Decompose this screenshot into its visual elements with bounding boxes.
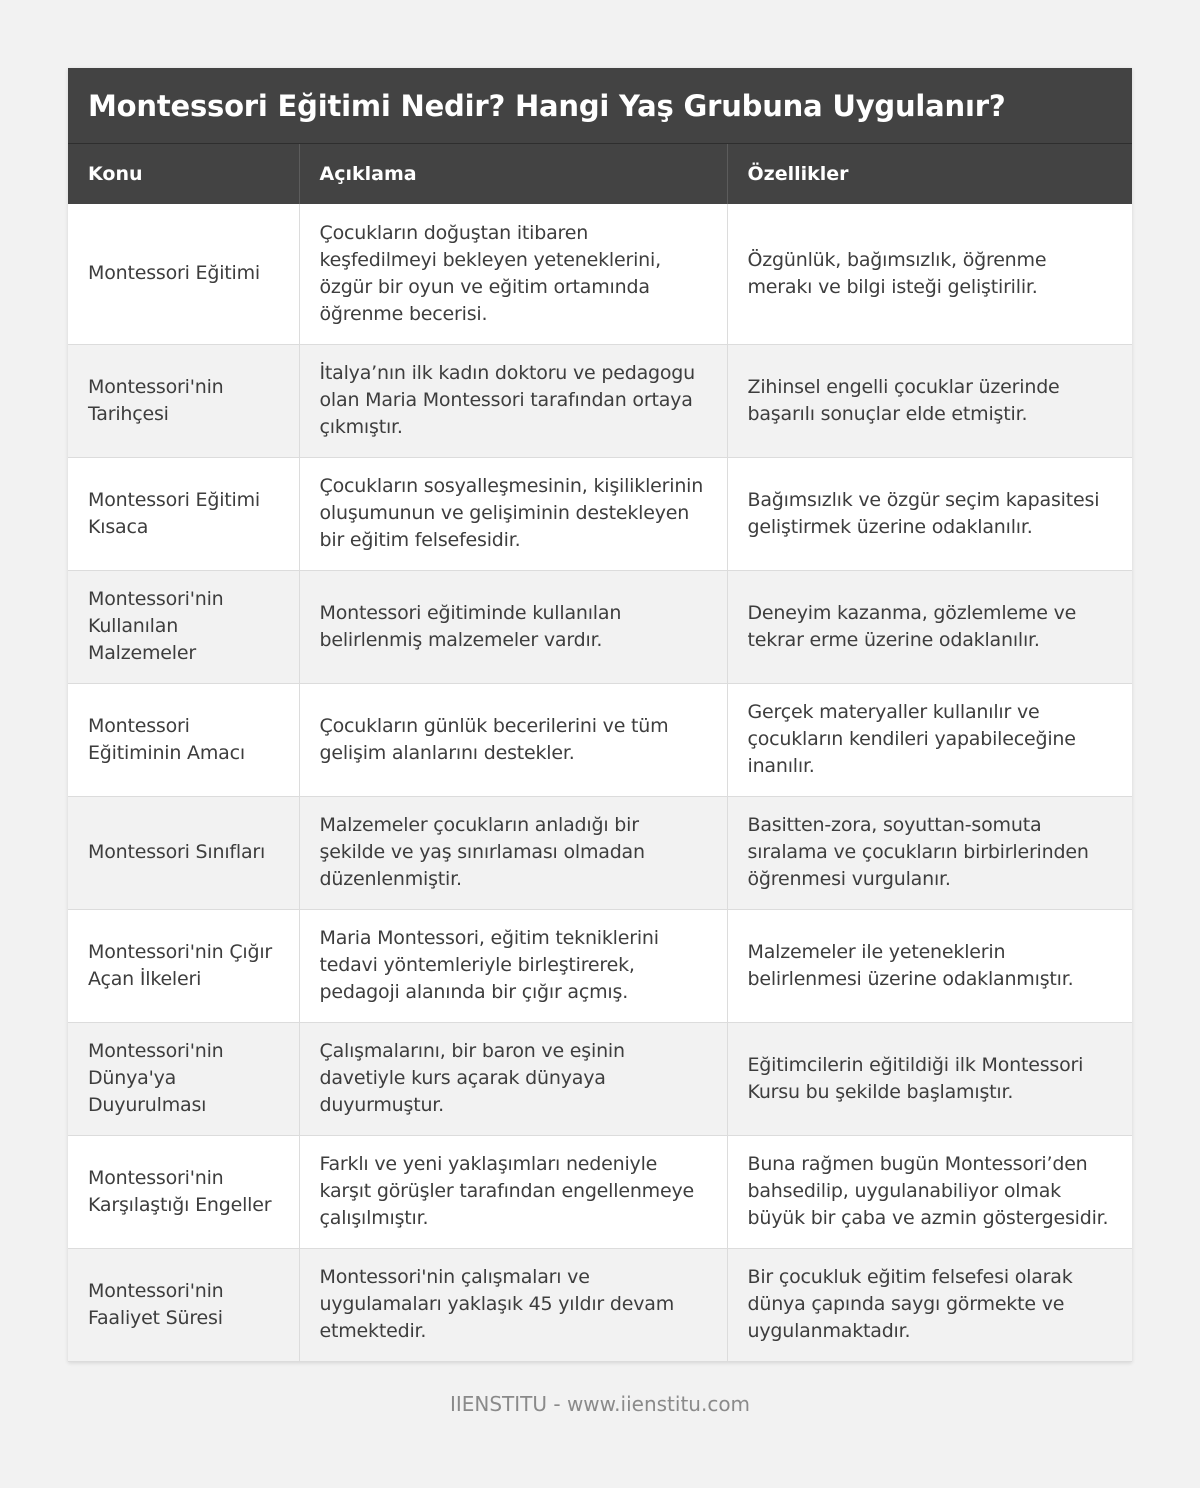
cell-topic: Montessori'nin Karşılaştığı Engeller — [68, 1135, 299, 1248]
cell-description: Çocukların günlük becerilerini ve tüm gelişim alanlarını destekler. — [299, 683, 727, 796]
title-bar — [68, 68, 1132, 144]
cell-topic: Montessori'nin Çığır Açan İlkeleri — [68, 909, 299, 1022]
cell-features: Malzemeler ile yeteneklerin belirlenmesi üzerine odaklanmıştır. — [727, 909, 1132, 1022]
cell-features: Gerçek materyaller kullanılır ve çocukların kendileri yapabileceğine inanılır. — [727, 683, 1132, 796]
table-body — [68, 204, 1132, 1361]
cell-features: Deneyim kazanma, gözlemleme ve tekrar erme üzerine odaklanılır. — [727, 570, 1132, 683]
cell-features: Basitten-zora, soyuttan-somuta sıralama ve çocukların birbirlerinden öğrenmesi vurgulanır. — [727, 796, 1132, 909]
table-row — [68, 1248, 1132, 1361]
cell-topic: Montessori Eğitimi — [68, 204, 299, 344]
cell-topic: Montessori'nin Dünya'ya Duyurulması — [68, 1022, 299, 1135]
cell-features: Zihinsel engelli çocuklar üzerinde başarılı sonuçlar elde etmiştir. — [727, 344, 1132, 457]
table-row — [68, 1022, 1132, 1135]
column-header-topic: Konu — [68, 144, 299, 204]
cell-features: Eğitimcilerin eğitildiği ilk Montessori Kursu bu şekilde başlamıştır. — [727, 1022, 1132, 1135]
cell-topic: Montessori'nin Tarihçesi — [68, 344, 299, 457]
column-header-features: Özellikler — [727, 144, 1132, 204]
cell-description: Farklı ve yeni yaklaşımları nedeniyle karşıt görüşler tarafından engellenmeye çalışılmıştır. — [299, 1135, 727, 1248]
cell-description: Montessori'nin çalışmaları ve uygulamaları yaklaşık 45 yıldır devam etmektedir. — [299, 1248, 727, 1361]
table-row — [68, 1135, 1132, 1248]
cell-topic: Montessori'nin Kullanılan Malzemeler — [68, 570, 299, 683]
footer-credit: IIENSTITU - www.iienstitu.com — [449, 1392, 751, 1416]
table-row — [68, 570, 1132, 683]
table-row — [68, 344, 1132, 457]
cell-features: Özgünlük, bağımsızlık, öğrenme merakı ve bilgi isteği geliştirilir. — [727, 204, 1132, 344]
cell-description: Montessori eğitiminde kullanılan belirlenmiş malzemeler vardır. — [299, 570, 727, 683]
cell-description: Malzemeler çocukların anladığı bir şekilde ve yaş sınırlaması olmadan düzenlenmiştir. — [299, 796, 727, 909]
cell-topic: Montessori Eğitiminin Amacı — [68, 683, 299, 796]
cell-topic: Montessori Eğitimi Kısaca — [68, 457, 299, 570]
table-row — [68, 796, 1132, 909]
table-title: Montessori Eğitimi Nedir? Hangi Yaş Grubuna Uygulanır? — [88, 88, 1006, 123]
cell-features: Buna rağmen bugün Montessori’den bahsedilip, uygulanabiliyor olmak büyük bir çaba ve azmin göstergesidir. — [727, 1135, 1132, 1248]
table-card — [68, 68, 1132, 1362]
column-header-description: Açıklama — [299, 144, 727, 204]
cell-description: İtalya’nın ilk kadın doktoru ve pedagogu olan Maria Montessori tarafından ortaya çıkmıştır. — [299, 344, 727, 457]
cell-description: Çalışmalarını, bir baron ve eşinin davetiyle kurs açarak dünyaya duyurmuştur. — [299, 1022, 727, 1135]
table-row — [68, 683, 1132, 796]
cell-features: Bir çocukluk eğitim felsefesi olarak dünya çapında saygı görmekte ve uygulanmaktadır. — [727, 1248, 1132, 1361]
header-row — [68, 144, 1132, 204]
cell-features: Bağımsızlık ve özgür seçim kapasitesi geliştirmek üzerine odaklanılır. — [727, 457, 1132, 570]
table-header — [68, 144, 1132, 204]
cell-topic: Montessori Sınıfları — [68, 796, 299, 909]
table-row — [68, 204, 1132, 344]
cell-description: Çocukların doğuştan itibaren keşfedilmeyi bekleyen yeteneklerini, özgür bir oyun ve eğitim ortamında öğrenme becerisi. — [299, 204, 727, 344]
table-row — [68, 457, 1132, 570]
table-row — [68, 909, 1132, 1022]
cell-topic: Montessori'nin Faaliyet Süresi — [68, 1248, 299, 1361]
info-table — [68, 144, 1132, 1362]
cell-description: Maria Montessori, eğitim tekniklerini tedavi yöntemleriyle birleştirerek, pedagoji alanında bir çığır açmış. — [299, 909, 727, 1022]
cell-description: Çocukların sosyalleşmesinin, kişiliklerinin oluşumunun ve gelişiminin destekleyen bir eğitim felsefesidir. — [299, 457, 727, 570]
